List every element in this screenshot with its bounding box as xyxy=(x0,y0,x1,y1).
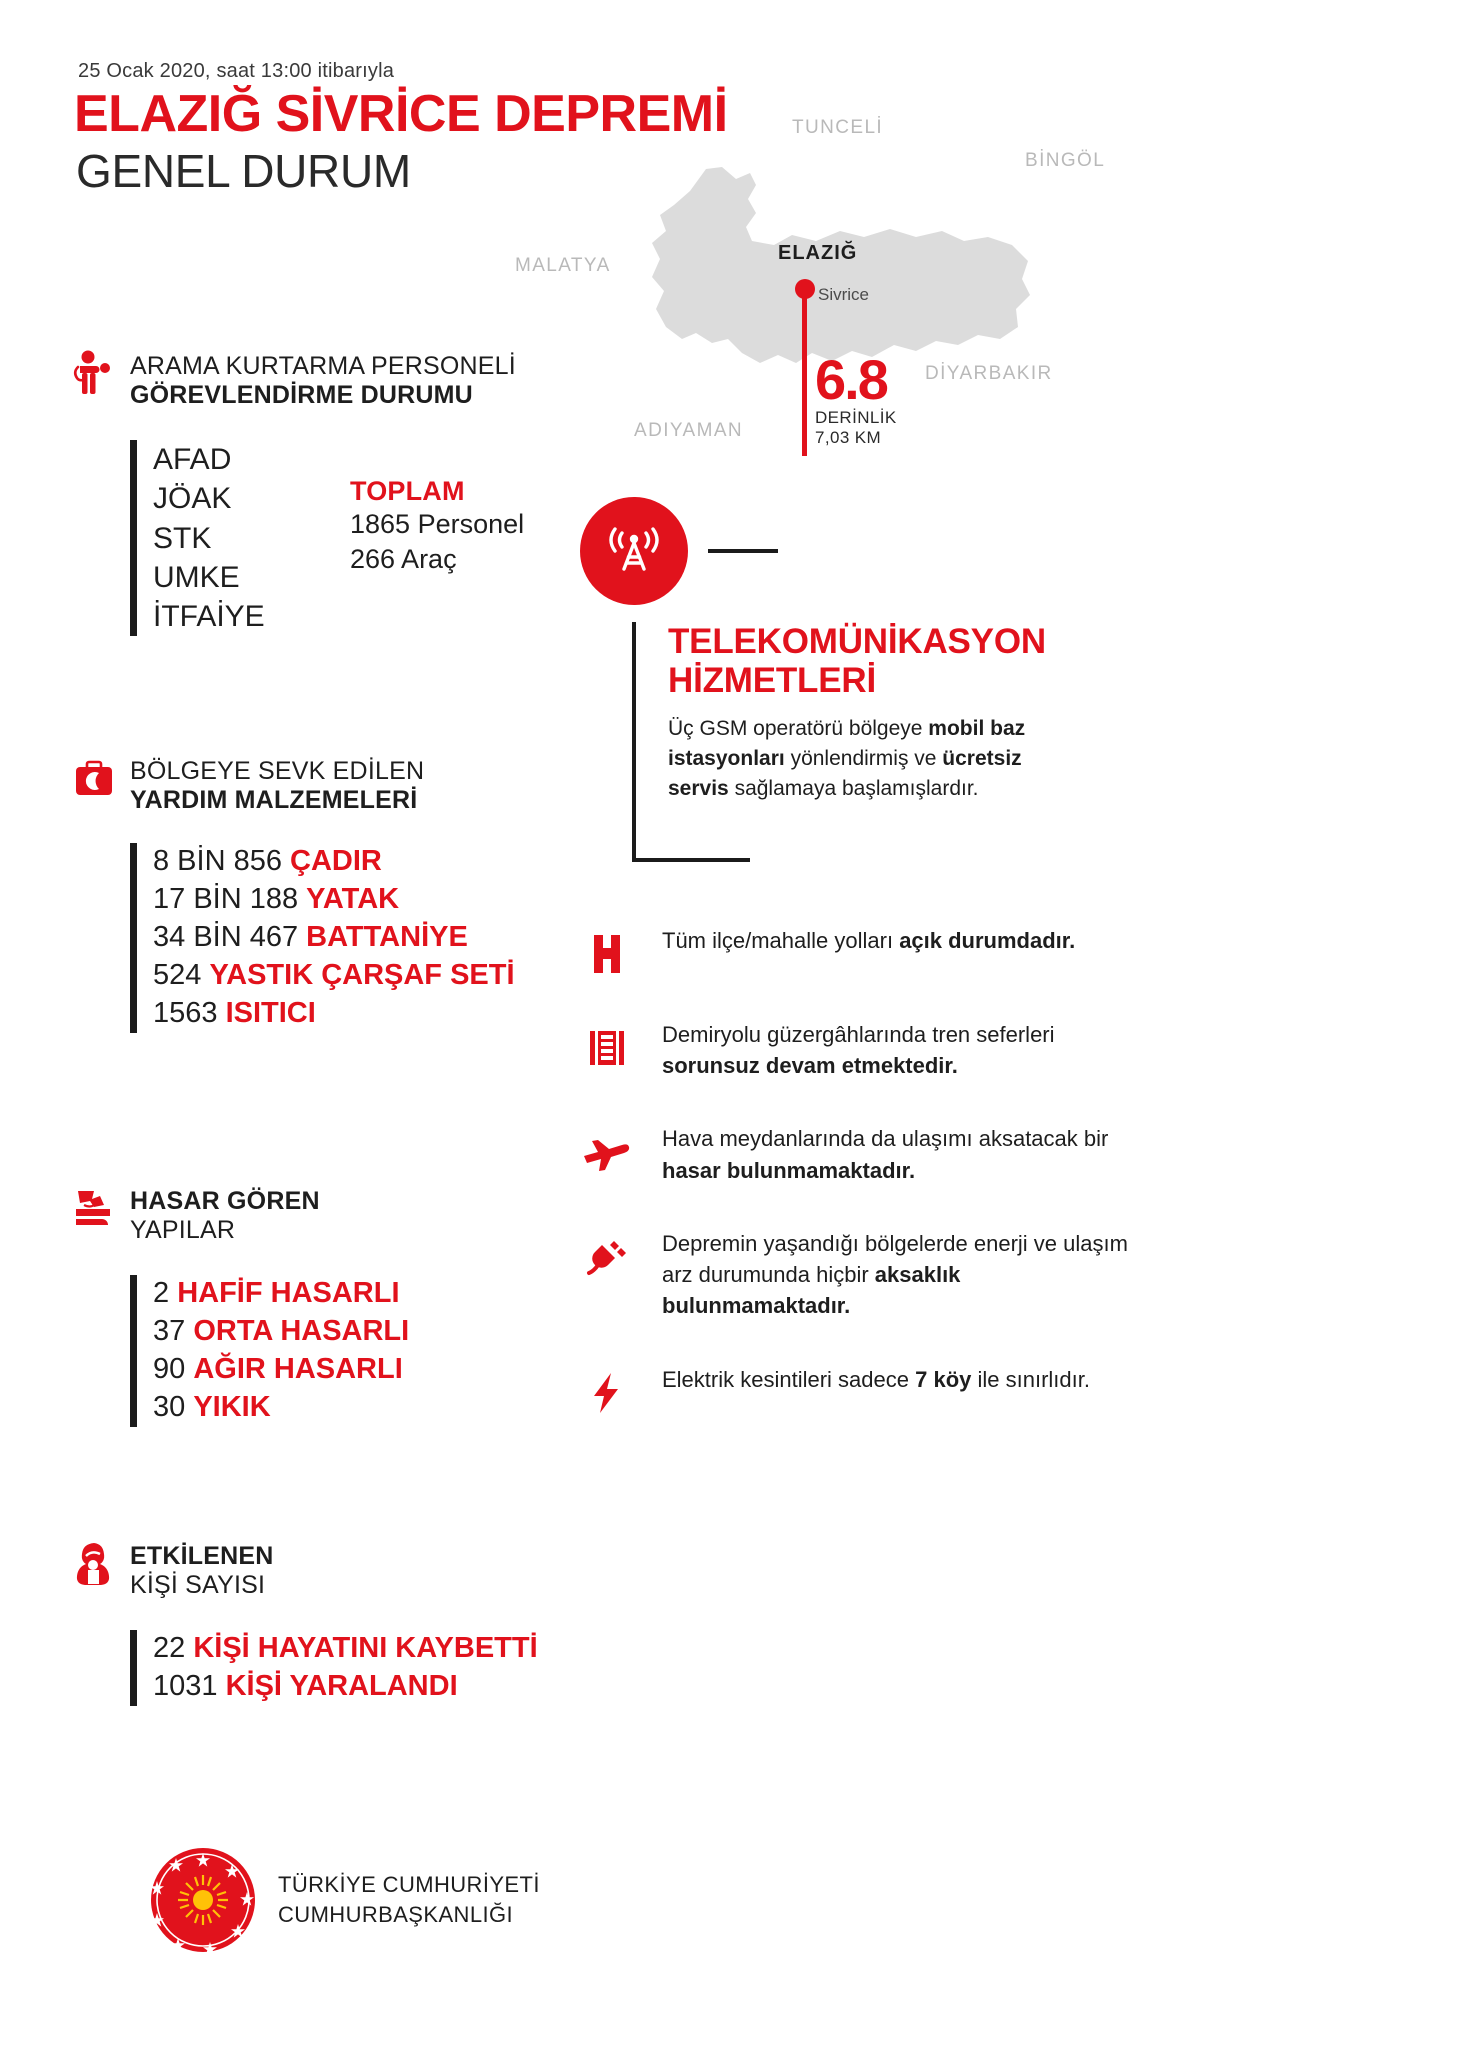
list-item xyxy=(153,1351,542,1389)
rescue-total-personnel: 1865 Personel xyxy=(350,509,525,539)
aid-label: BATTANİYE xyxy=(306,920,468,953)
section-aid xyxy=(72,755,562,1033)
road-icon xyxy=(584,931,630,977)
telecom-title: TELEKOMÜNİKASYON HİZMETLERİ xyxy=(668,622,1046,701)
damage-label: YIKIK xyxy=(193,1390,271,1423)
aid-label: ÇADIR xyxy=(290,845,382,877)
section-rescue-titles xyxy=(130,350,516,410)
aid-count: 1563 xyxy=(153,996,218,1029)
emblem-line-1: TÜRKİYE CUMHURİYETİ xyxy=(278,1872,540,1898)
province-label-malatya: MALATYA xyxy=(515,255,611,276)
date-line: 25 Ocak 2020, saat 13:00 itibarıyla xyxy=(78,60,395,82)
aid-label: ISITICI xyxy=(225,996,316,1029)
rescue-total-block xyxy=(350,476,524,577)
section-rescue-title-2: GÖREVLENDİRME DURUMU xyxy=(130,381,473,409)
section-affected-titles xyxy=(130,1540,273,1600)
bullet-icon-slot xyxy=(578,925,636,977)
list-item xyxy=(578,1364,1138,1416)
list-item xyxy=(578,1228,1138,1322)
elazig-map xyxy=(515,95,1180,495)
list-item xyxy=(153,1630,562,1668)
telecom-description: Üç GSM operatörü bölgeye mobil baz istasyonları yönlendirmiş ve ücretsiz servis sağlamaya başlamışlardır. xyxy=(668,717,1026,800)
list-item xyxy=(578,1019,1138,1081)
list-item xyxy=(578,1123,1138,1185)
epicenter-label: Sivrice xyxy=(818,285,870,304)
aid-count: 17 BİN 188 xyxy=(153,882,299,915)
damage-items-list xyxy=(130,1275,542,1427)
list-item xyxy=(153,881,562,919)
broadcast-tower-icon xyxy=(602,519,666,583)
province-label-diyarbakir: DİYARBAKIR xyxy=(925,363,1053,384)
section-aid-title-1: BÖLGEYE SEVK EDİLEN xyxy=(130,757,425,785)
bullet-icon-slot xyxy=(578,1123,636,1175)
aid-count: 34 BİN 467 xyxy=(153,920,299,953)
depth-value: 7,03 KM xyxy=(815,428,882,448)
section-affected-title-2: KİŞİ SAYISI xyxy=(130,1571,266,1599)
plug-icon xyxy=(584,1234,630,1280)
presidency-emblem-block xyxy=(148,1845,540,1955)
list-item: İTFAİYE xyxy=(153,600,265,634)
aid-count: 524 xyxy=(153,958,202,991)
bullet-text: Hava meydanlarında da ulaşımı aksatacak bir hasar bulunmamaktadır. xyxy=(662,1126,1109,1183)
damaged-building-icon xyxy=(72,1185,116,1231)
section-rescue-header xyxy=(72,350,542,410)
list-item: UMKE xyxy=(153,560,240,594)
damage-count: 2 xyxy=(153,1277,170,1309)
section-aid-header xyxy=(72,755,562,815)
affected-count: 22 xyxy=(153,1632,186,1664)
list-item xyxy=(153,843,562,881)
list-item xyxy=(578,925,1138,977)
affected-count: 1031 xyxy=(153,1669,218,1702)
epicenter-leader-line xyxy=(802,291,807,456)
section-damage-title-2: YAPILAR xyxy=(130,1216,236,1244)
list-item: STK xyxy=(153,521,212,555)
telecom-dash-line xyxy=(708,549,778,553)
aid-count: 8 BİN 856 xyxy=(153,845,282,877)
depth-label: DERİNLİK xyxy=(815,408,897,428)
magnitude-value: 6.8 xyxy=(815,348,887,411)
province-label-elazig: ELAZIĞ xyxy=(778,242,858,264)
list-item xyxy=(153,1389,542,1427)
section-damage xyxy=(72,1185,542,1427)
section-affected xyxy=(72,1540,562,1706)
emblem-text xyxy=(278,1870,540,1930)
province-label-tunceli: TUNCELİ xyxy=(792,117,884,138)
damage-label: AĞIR HASARLI xyxy=(193,1352,403,1385)
bullet-text: Depremin yaşandığı bölgelerde enerji ve ulaşım arz durumunda hiçbir aksaklık bulunmamaktadır. xyxy=(662,1230,1128,1319)
aid-label: YASTIK ÇARŞAF SETİ xyxy=(209,958,515,991)
damage-count: 30 xyxy=(153,1390,186,1423)
section-rescue xyxy=(72,350,542,636)
turkish-presidency-emblem-icon xyxy=(148,1845,258,1955)
list-item: JÖAK xyxy=(153,482,232,516)
section-aid-title-2: YARDIM MALZEMELERİ xyxy=(130,786,418,814)
bullet-icon-slot xyxy=(578,1364,636,1416)
aid-kit-icon xyxy=(72,755,116,801)
section-damage-titles xyxy=(130,1185,320,1245)
bullet-text: Demiryolu güzergâhlarında tren seferleri sorunsuz devam etmektedir. xyxy=(662,1022,1055,1079)
bullet-text: Elektrik kesintileri sadece 7 köy ile sınırlıdır. xyxy=(662,1366,1090,1392)
section-rescue-title-1: ARAMA KURTARMA PERSONELİ xyxy=(130,352,516,380)
damage-count: 37 xyxy=(153,1314,186,1347)
affected-label: KİŞİ HAYATINI KAYBETTİ xyxy=(193,1632,538,1664)
aid-label: YATAK xyxy=(306,882,400,915)
railway-icon xyxy=(584,1025,630,1071)
rescue-person-icon xyxy=(72,350,116,396)
section-affected-title-1: ETKİLENEN xyxy=(130,1542,274,1570)
affected-person-icon xyxy=(72,1540,116,1586)
page-title: ELAZIĞ SİVRİCE DEPREMİ xyxy=(74,85,728,143)
airplane-icon xyxy=(581,1129,633,1175)
bullet-icon-slot xyxy=(578,1228,636,1280)
list-item xyxy=(153,1668,562,1706)
bullet-icon-slot xyxy=(578,1019,636,1071)
list-item xyxy=(153,1275,542,1313)
list-item xyxy=(153,957,562,995)
telecom-badge xyxy=(580,497,688,605)
section-aid-titles xyxy=(130,755,424,815)
rescue-total-vehicles: 266 Araç xyxy=(350,544,457,575)
list-item: AFAD xyxy=(153,443,232,476)
province-label-adiyaman: ADIYAMAN xyxy=(634,420,744,441)
affected-items-list xyxy=(130,1630,562,1706)
list-item xyxy=(153,919,562,957)
affected-label: KİŞİ YARALANDI xyxy=(225,1669,458,1702)
infrastructure-status-list xyxy=(578,925,1138,1458)
telecom-body xyxy=(668,622,1088,804)
page-subtitle: GENEL DURUM xyxy=(76,145,411,197)
damage-label: ORTA HASARLI xyxy=(193,1314,410,1347)
section-damage-title-1: HASAR GÖREN xyxy=(130,1187,320,1215)
damage-count: 90 xyxy=(153,1352,186,1385)
aid-items-list xyxy=(130,843,562,1033)
bullet-text: Tüm ilçe/mahalle yolları açık durumdadır. xyxy=(662,928,1076,953)
section-damage-header xyxy=(72,1185,542,1245)
rescue-total-title: TOPLAM xyxy=(350,476,465,506)
province-label-bingol: BİNGÖL xyxy=(1025,150,1106,171)
section-affected-header xyxy=(72,1540,562,1600)
damage-label: HAFİF HASARLI xyxy=(177,1277,400,1309)
lightning-icon xyxy=(584,1370,630,1416)
magnitude-block xyxy=(815,348,897,448)
emblem-line-2: CUMHURBAŞKANLIĞI xyxy=(278,1902,513,1927)
list-item xyxy=(153,1313,542,1351)
list-item xyxy=(153,995,562,1033)
